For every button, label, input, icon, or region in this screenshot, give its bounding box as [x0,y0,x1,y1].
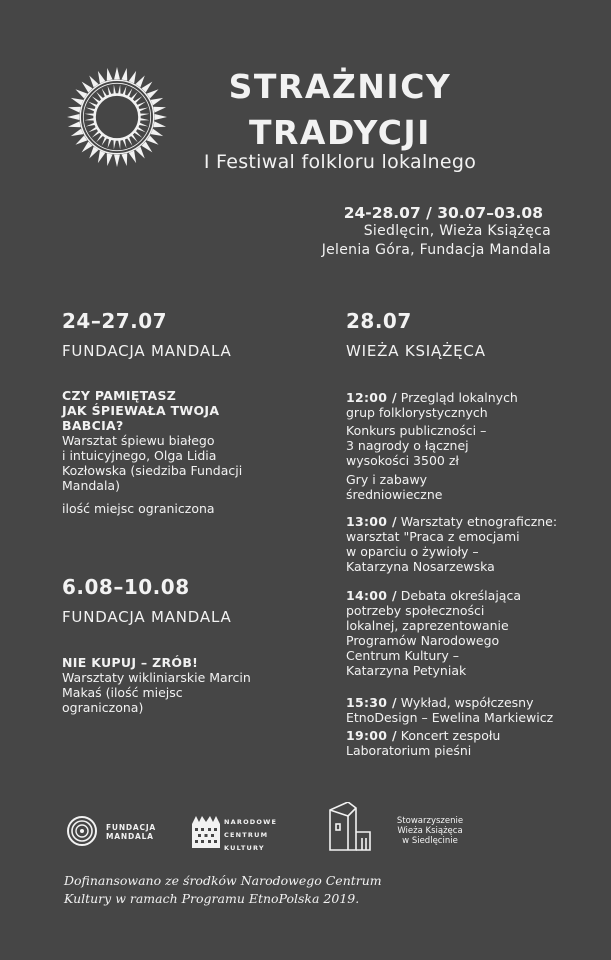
sun-ray [98,71,105,84]
sec1-event-title-3: BABCIA? [62,418,124,433]
event-1400-line5: Centrum Kultury – [346,648,460,663]
event-1900-time: 19:00 / [346,728,397,743]
sec1-event-desc-3: Kozłowska (siedziba Fundacji [62,463,243,478]
sec2-venue: FUNDACJA MANDALA [62,608,232,626]
sun-ray [121,68,127,81]
inner-ray [85,113,95,116]
event-1400-line6: Katarzyna Petyniak [346,663,467,678]
logo1-text-1: FUNDACJA [106,823,157,832]
credit-line1: Dofinansowano ze środków Narodowego Centrum [64,873,382,888]
sun-ray [68,107,81,113]
event-1400-line4: Programów Narodowego [346,633,500,648]
event-1300-time: 13:00 / [346,514,397,529]
event-1400 [346,588,571,678]
event-games-line2: średniowieczne [346,487,443,502]
festival-dates: 24-28.07 / 30.07–03.08 [343,204,543,222]
event-1300-line2: warsztat "Praca z emocjami [346,529,520,544]
sun-ray [151,98,164,105]
festival-title-line2: TRADYCJI [249,113,431,152]
right-venue: WIEŻA KSIĄŻĘCA [346,342,486,360]
event-1400-line3: lokalnej, zaprezentowanie [346,618,509,633]
logo-fundacja-mandala [66,815,166,847]
event-1530-line1: Wykład, współczesny [396,695,534,710]
event-1900 [346,728,571,758]
event-1530 [346,695,586,725]
sec1-event-title-2: JAK ŚPIEWAŁA TWOJA [62,403,220,418]
festival-sun-logo [66,66,168,168]
event-1200-time: 12:00 / [346,390,397,405]
logo2-text-3: KULTURY [224,844,265,852]
logo3-text-3: w Siedlęcinie [402,836,458,846]
festival-subtitle: I Festiwal folkloru lokalnego [203,151,477,173]
sec2-event-title: NIE KUPUJ – ZRÓB! [62,655,199,670]
event-1300-line1: Warsztaty etnograficzne: [396,514,558,529]
inner-ray [113,139,116,149]
sun-ray [67,114,79,120]
event-contest-line3: wysokości 3500 zł [346,453,459,468]
crown-icon [192,816,220,848]
sun-ray [151,129,164,136]
sec2-event-desc-1: Warsztaty wikliniarskie Marcin [62,670,251,685]
logo1-text-2: MANDALA [106,832,154,841]
event-1300-line3: w oparciu o żywioły – [346,544,479,559]
event-games-line1: Gry i zabawy [346,472,428,487]
sun-ray [153,121,166,127]
sec1-event [62,388,302,516]
sun-ray [98,151,105,164]
event-1200-line2: grup folklorystycznych [346,405,488,420]
sun-ray [155,114,167,120]
funding-credit [64,872,382,908]
sun-ray [107,68,113,81]
sun-ray [107,153,113,166]
inner-ray [85,118,95,121]
event-1900-line1: Koncert zespołu [396,728,501,743]
logo2-text-1: NARODOWE [224,818,278,826]
right-date: 28.07 [346,309,412,333]
event-contest-line2: 3 nagrody o łącznej [346,438,469,453]
inner-ray [139,113,149,116]
inner-ray [118,85,121,95]
credit-line2: Kultury w ramach Programu EtnoPolska 2019. [64,891,360,906]
event-1530-line2: EtnoDesign – Ewelina Markiewicz [346,710,554,725]
sun-ray [153,107,166,113]
event-1400-line2: potrzeby społeczności [346,603,485,618]
festival-place-1: Siedlęcin, Wieża Książęca [363,223,551,239]
event-1900-line2: Laboratorium pieśni [346,743,472,758]
logo3-text-1: Stowarzyszenie [396,816,464,826]
sun-ray [71,129,84,136]
sun-ray [121,153,127,166]
event-contest [346,423,571,468]
event-1200-line1: Przegląd lokalnych [396,390,518,405]
logo2-text-2: CENTRUM [224,831,269,839]
festival-title-line1: STRAŻNICY [228,67,452,106]
sec1-date: 24–27.07 [62,309,168,333]
tower-icon [326,802,378,852]
sec2-event-desc-2: Makaś (ilość miejsc [62,685,183,700]
logo-narodowe-centrum-kultury [192,812,292,852]
inner-ray [118,139,121,149]
mandala-spiral-icon [66,815,98,847]
sun-ray [71,98,84,105]
inner-ray [139,118,149,121]
event-1200 [346,390,571,420]
event-games [346,472,571,502]
sun-ray [114,67,120,79]
event-contest-line1: Konkurs publiczności – [346,423,487,438]
sec2-date: 6.08–10.08 [62,575,190,599]
logo3-text-2: Wieża Książęca [397,826,463,836]
sec1-event-desc-4: Mandala) [62,478,120,493]
sun-ray [129,71,136,84]
sec1-event-title-1: CZY PAMIĘTASZ [62,388,177,403]
event-1400-time: 14:00 / [346,588,397,603]
festival-place-2: Jelenia Góra, Fundacja Mandala [321,242,551,258]
sec2-event-desc-3: ograniczona) [62,700,144,715]
sun-ray [114,155,120,167]
event-1300-line4: Katarzyna Nosarzewska [346,559,495,574]
logo-stowarzyszenie [385,816,475,846]
sec1-venue: FUNDACJA MANDALA [62,342,232,360]
event-1300 [346,514,571,574]
inner-ray [113,85,116,95]
event-1400-line1: Debata określająca [396,588,521,603]
sec1-event-desc-1: Warsztat śpiewu białego [62,433,215,448]
event-1530-time: 15:30 / [346,695,397,710]
sec2-event [62,655,302,715]
sun-ray [68,121,81,127]
sec1-event-note: ilość miejsc ograniczona [62,501,215,516]
sec1-event-desc-2: i intuicyjnego, Olga Lidia [62,448,217,463]
sun-ray [129,151,136,164]
